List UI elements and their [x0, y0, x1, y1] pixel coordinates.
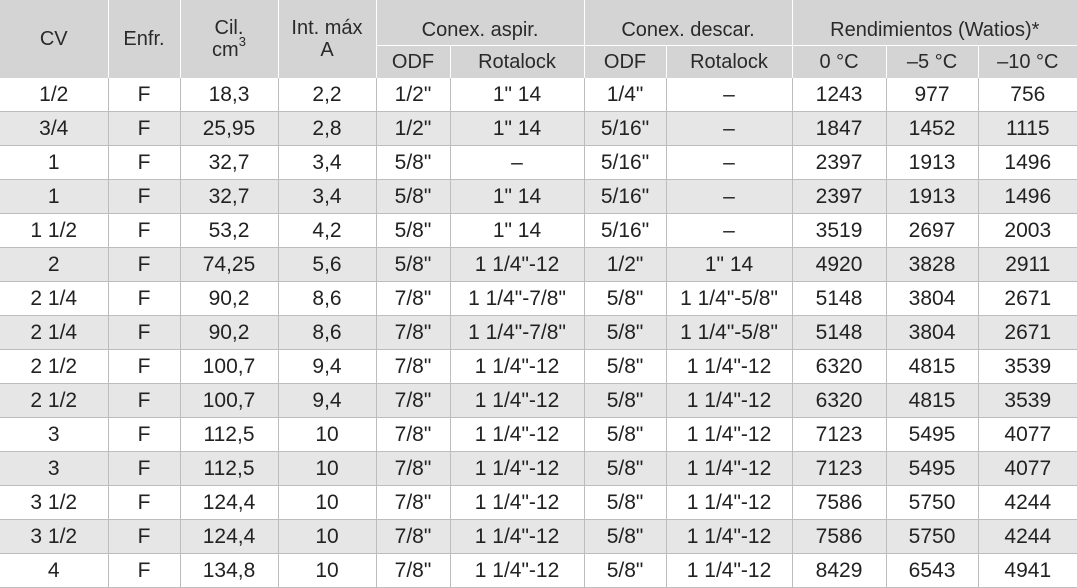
cell-descar-odf: 5/16" — [584, 180, 666, 214]
header-descar-odf: ODF — [584, 46, 666, 79]
cell-int-max: 5,6 — [278, 248, 376, 282]
cell-aspir-rotalock: 1 1/4"-12 — [450, 520, 584, 554]
header-rendimientos: Rendimientos (Watios)* — [792, 0, 1077, 46]
cell-rend-minus10c: 4941 — [978, 554, 1077, 588]
cell-descar-odf: 5/16" — [584, 214, 666, 248]
cell-aspir-odf: 7/8" — [376, 350, 450, 384]
cell-int-max: 4,2 — [278, 214, 376, 248]
cell-descar-odf: 5/8" — [584, 316, 666, 350]
cell-cil: 74,25 — [180, 248, 278, 282]
cell-descar-rotalock: 1 1/4"-12 — [666, 452, 792, 486]
cell-aspir-rotalock: 1 1/4"-12 — [450, 384, 584, 418]
cell-descar-rotalock: – — [666, 180, 792, 214]
table-row — [0, 146, 1077, 180]
table-row — [0, 384, 1077, 418]
cell-rend-minus10c: 4077 — [978, 418, 1077, 452]
cell-cv: 2 1/2 — [0, 384, 108, 418]
cell-rend-0c: 7586 — [792, 520, 886, 554]
cell-aspir-odf: 7/8" — [376, 452, 450, 486]
header-int-max-label: Int. máx — [291, 17, 363, 39]
table-row — [0, 418, 1077, 452]
cell-enfr: F — [108, 214, 180, 248]
cell-cv: 2 1/4 — [0, 282, 108, 316]
cell-enfr: F — [108, 112, 180, 146]
cell-cil: 90,2 — [180, 282, 278, 316]
cell-cv: 3/4 — [0, 112, 108, 146]
cell-descar-odf: 1/2" — [584, 248, 666, 282]
cell-descar-rotalock: 1" 14 — [666, 248, 792, 282]
cell-cv: 2 — [0, 248, 108, 282]
cell-rend-minus10c: 1115 — [978, 112, 1077, 146]
cell-rend-0c: 1243 — [792, 78, 886, 112]
cell-cv: 1 — [0, 146, 108, 180]
cell-aspir-rotalock: 1" 14 — [450, 214, 584, 248]
cell-descar-rotalock: 1 1/4"-5/8" — [666, 282, 792, 316]
cell-rend-minus10c: 1496 — [978, 180, 1077, 214]
header-enfr: Enfr. — [108, 0, 180, 78]
cell-rend-0c: 2397 — [792, 180, 886, 214]
table-row — [0, 520, 1077, 554]
cell-rend-minus10c: 2671 — [978, 282, 1077, 316]
cell-aspir-rotalock: 1" 14 — [450, 78, 584, 112]
cell-descar-odf: 5/8" — [584, 282, 666, 316]
header-int-max-unit: A — [320, 39, 334, 61]
cell-aspir-odf: 7/8" — [376, 418, 450, 452]
cell-rend-minus5c: 3804 — [886, 282, 978, 316]
cell-cil: 100,7 — [180, 384, 278, 418]
cell-aspir-odf: 7/8" — [376, 384, 450, 418]
cell-rend-minus5c: 5495 — [886, 418, 978, 452]
cell-enfr: F — [108, 486, 180, 520]
table-row — [0, 248, 1077, 282]
cell-enfr: F — [108, 350, 180, 384]
cell-int-max: 2,8 — [278, 112, 376, 146]
cell-descar-odf: 5/8" — [584, 418, 666, 452]
cell-enfr: F — [108, 418, 180, 452]
cell-cv: 4 — [0, 554, 108, 588]
cell-int-max: 2,2 — [278, 78, 376, 112]
cell-cil: 100,7 — [180, 350, 278, 384]
cell-rend-minus5c: 5750 — [886, 520, 978, 554]
cell-aspir-odf: 5/8" — [376, 180, 450, 214]
header-cil — [180, 0, 278, 78]
cell-enfr: F — [108, 78, 180, 112]
table-row — [0, 282, 1077, 316]
cell-rend-minus10c: 3539 — [978, 384, 1077, 418]
cell-cil: 32,7 — [180, 180, 278, 214]
cell-int-max: 8,6 — [278, 282, 376, 316]
header-conex-descar: Conex. descar. — [584, 0, 792, 46]
cell-enfr: F — [108, 316, 180, 350]
cell-rend-0c: 2397 — [792, 146, 886, 180]
cell-descar-odf: 5/8" — [584, 520, 666, 554]
header-cil-label: Cil. — [214, 17, 244, 39]
cell-cil: 124,4 — [180, 520, 278, 554]
cell-descar-rotalock: 1 1/4"-12 — [666, 554, 792, 588]
cell-rend-0c: 5148 — [792, 282, 886, 316]
cell-aspir-rotalock: 1 1/4"-7/8" — [450, 316, 584, 350]
cell-descar-rotalock: – — [666, 214, 792, 248]
cell-rend-0c: 7586 — [792, 486, 886, 520]
cell-cil: 112,5 — [180, 418, 278, 452]
cell-rend-0c: 4920 — [792, 248, 886, 282]
cell-rend-0c: 6320 — [792, 350, 886, 384]
cell-rend-minus5c: 5750 — [886, 486, 978, 520]
cell-rend-0c: 6320 — [792, 384, 886, 418]
cell-descar-odf: 1/4" — [584, 78, 666, 112]
cell-aspir-odf: 7/8" — [376, 486, 450, 520]
cell-rend-minus10c: 756 — [978, 78, 1077, 112]
table-body — [0, 78, 1077, 588]
cell-aspir-rotalock: 1 1/4"-7/8" — [450, 282, 584, 316]
cell-descar-odf: 5/16" — [584, 146, 666, 180]
table-row — [0, 78, 1077, 112]
cell-aspir-rotalock: 1" 14 — [450, 180, 584, 214]
table-row — [0, 316, 1077, 350]
cell-int-max: 10 — [278, 554, 376, 588]
cell-aspir-rotalock: 1 1/4"-12 — [450, 350, 584, 384]
cell-enfr: F — [108, 554, 180, 588]
header-aspir-rotalock: Rotalock — [450, 46, 584, 79]
cell-enfr: F — [108, 248, 180, 282]
cell-rend-minus10c: 2003 — [978, 214, 1077, 248]
cell-rend-minus10c: 4077 — [978, 452, 1077, 486]
cell-descar-rotalock: – — [666, 112, 792, 146]
cell-int-max: 3,4 — [278, 146, 376, 180]
header-conex-aspir: Conex. aspir. — [376, 0, 584, 46]
cell-rend-0c: 7123 — [792, 418, 886, 452]
cell-descar-rotalock: 1 1/4"-12 — [666, 486, 792, 520]
cell-rend-0c: 5148 — [792, 316, 886, 350]
cell-int-max: 10 — [278, 452, 376, 486]
cell-rend-minus10c: 3539 — [978, 350, 1077, 384]
cell-rend-minus10c: 2671 — [978, 316, 1077, 350]
cell-rend-0c: 1847 — [792, 112, 886, 146]
cell-rend-minus5c: 1913 — [886, 146, 978, 180]
cell-rend-minus5c: 1913 — [886, 180, 978, 214]
cell-aspir-rotalock: 1 1/4"-12 — [450, 486, 584, 520]
cell-rend-minus5c: 6543 — [886, 554, 978, 588]
cell-rend-minus10c: 1496 — [978, 146, 1077, 180]
header-cil-unit: cm — [212, 39, 239, 61]
cell-int-max: 3,4 — [278, 180, 376, 214]
cell-cil: 112,5 — [180, 452, 278, 486]
cell-cil: 124,4 — [180, 486, 278, 520]
cell-aspir-odf: 7/8" — [376, 554, 450, 588]
cell-rend-minus10c: 2911 — [978, 248, 1077, 282]
cell-aspir-rotalock: 1 1/4"-12 — [450, 418, 584, 452]
cell-enfr: F — [108, 180, 180, 214]
cell-int-max: 10 — [278, 520, 376, 554]
cell-aspir-rotalock: 1" 14 — [450, 112, 584, 146]
cell-enfr: F — [108, 520, 180, 554]
cell-descar-odf: 5/8" — [584, 452, 666, 486]
table-row — [0, 112, 1077, 146]
cell-descar-odf: 5/8" — [584, 384, 666, 418]
cell-rend-minus5c: 1452 — [886, 112, 978, 146]
cell-enfr: F — [108, 384, 180, 418]
cell-descar-rotalock: 1 1/4"-12 — [666, 350, 792, 384]
cell-aspir-rotalock: 1 1/4"-12 — [450, 248, 584, 282]
cell-aspir-rotalock: 1 1/4"-12 — [450, 452, 584, 486]
cell-aspir-rotalock: 1 1/4"-12 — [450, 554, 584, 588]
cell-descar-odf: 5/8" — [584, 554, 666, 588]
cell-aspir-odf: 5/8" — [376, 248, 450, 282]
cell-descar-rotalock: 1 1/4"-12 — [666, 418, 792, 452]
cell-rend-minus5c: 4815 — [886, 384, 978, 418]
table-header — [0, 0, 1077, 78]
cell-descar-odf: 5/8" — [584, 350, 666, 384]
cell-aspir-odf: 7/8" — [376, 282, 450, 316]
cell-cv: 3 1/2 — [0, 486, 108, 520]
cell-cil: 32,7 — [180, 146, 278, 180]
table-row — [0, 180, 1077, 214]
header-rend-0c: 0 °C — [792, 46, 886, 79]
cell-int-max: 8,6 — [278, 316, 376, 350]
cell-cv: 1 1/2 — [0, 214, 108, 248]
header-rend-minus10c: –10 °C — [978, 46, 1077, 79]
cell-descar-rotalock: 1 1/4"-12 — [666, 520, 792, 554]
cell-descar-rotalock: 1 1/4"-5/8" — [666, 316, 792, 350]
cell-cv: 2 1/2 — [0, 350, 108, 384]
cell-aspir-odf: 1/2" — [376, 78, 450, 112]
table-row — [0, 486, 1077, 520]
header-aspir-odf: ODF — [376, 46, 450, 79]
cell-cv: 2 1/4 — [0, 316, 108, 350]
cell-cv: 1 — [0, 180, 108, 214]
cell-cv: 1/2 — [0, 78, 108, 112]
cell-int-max: 10 — [278, 418, 376, 452]
cell-rend-minus5c: 4815 — [886, 350, 978, 384]
cell-cv: 3 1/2 — [0, 520, 108, 554]
cell-rend-minus5c: 5495 — [886, 452, 978, 486]
header-cv: CV — [0, 0, 108, 78]
cell-aspir-odf: 5/8" — [376, 146, 450, 180]
cell-int-max: 9,4 — [278, 350, 376, 384]
cell-rend-minus5c: 2697 — [886, 214, 978, 248]
header-rend-minus5c: –5 °C — [886, 46, 978, 79]
header-cil-unit-exponent: 3 — [238, 34, 246, 50]
cell-cil: 134,8 — [180, 554, 278, 588]
cell-enfr: F — [108, 452, 180, 486]
cell-aspir-rotalock: – — [450, 146, 584, 180]
cell-aspir-odf: 5/8" — [376, 214, 450, 248]
cell-rend-minus5c: 3804 — [886, 316, 978, 350]
table-row — [0, 452, 1077, 486]
cell-enfr: F — [108, 146, 180, 180]
cell-int-max: 10 — [278, 486, 376, 520]
header-int-max — [278, 0, 376, 78]
cell-cv: 3 — [0, 452, 108, 486]
cell-descar-odf: 5/16" — [584, 112, 666, 146]
cell-rend-0c: 3519 — [792, 214, 886, 248]
cell-descar-rotalock: 1 1/4"-12 — [666, 384, 792, 418]
header-descar-rotalock: Rotalock — [666, 46, 792, 79]
cell-cil: 53,2 — [180, 214, 278, 248]
cell-rend-minus10c: 4244 — [978, 486, 1077, 520]
cell-aspir-odf: 1/2" — [376, 112, 450, 146]
cell-cil: 90,2 — [180, 316, 278, 350]
cell-cil: 25,95 — [180, 112, 278, 146]
table-row — [0, 350, 1077, 384]
cell-enfr: F — [108, 282, 180, 316]
cell-int-max: 9,4 — [278, 384, 376, 418]
cell-rend-0c: 7123 — [792, 452, 886, 486]
cell-rend-minus5c: 977 — [886, 78, 978, 112]
cell-rend-0c: 8429 — [792, 554, 886, 588]
cell-descar-odf: 5/8" — [584, 486, 666, 520]
cell-aspir-odf: 7/8" — [376, 316, 450, 350]
cell-descar-rotalock: – — [666, 78, 792, 112]
cell-rend-minus10c: 4244 — [978, 520, 1077, 554]
table-row — [0, 554, 1077, 588]
cell-descar-rotalock: – — [666, 146, 792, 180]
cell-cil: 18,3 — [180, 78, 278, 112]
cell-cv: 3 — [0, 418, 108, 452]
cell-aspir-odf: 7/8" — [376, 520, 450, 554]
cell-rend-minus5c: 3828 — [886, 248, 978, 282]
table-row — [0, 214, 1077, 248]
